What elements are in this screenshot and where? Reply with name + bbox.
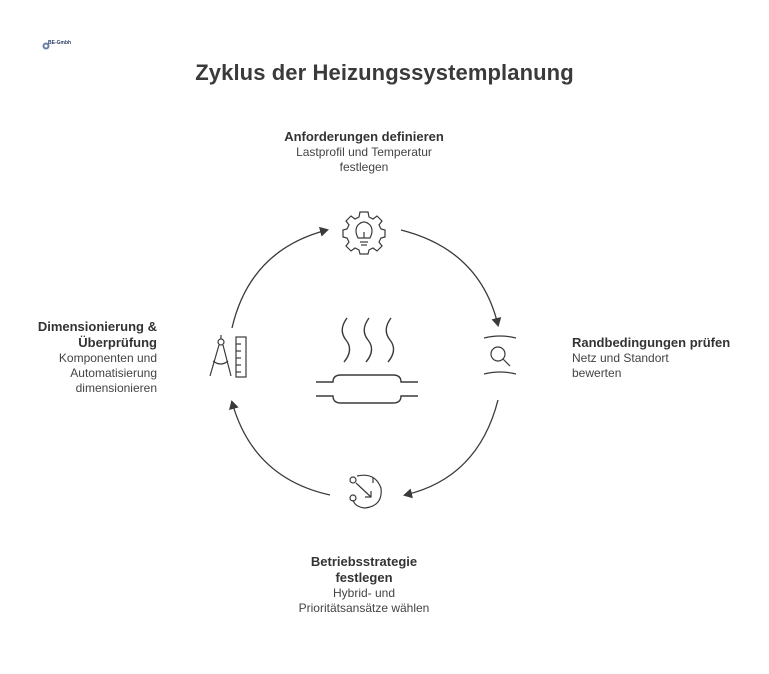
cycle-arrow-bottom-right xyxy=(405,400,498,495)
step-desc-line: dimensionieren xyxy=(75,381,157,395)
cycle-arrow-top-right xyxy=(401,230,498,325)
step-desc-line: Prioritätsansätze wählen xyxy=(298,601,430,615)
step-desc-line: Automatisierung xyxy=(70,366,157,380)
heating-radiator-icon xyxy=(316,318,418,403)
step-desc-line: bewerten xyxy=(572,366,622,380)
step-title-line: Überprüfung xyxy=(78,335,157,350)
gear-lightbulb-icon xyxy=(343,212,385,254)
step-title-line: Betriebsstrategie xyxy=(310,554,418,569)
magnifier-icon xyxy=(484,336,516,374)
step-desc-line: festlegen xyxy=(339,160,389,174)
step-desc-line: Lastprofil und Temperatur xyxy=(296,145,432,159)
step-title: Randbedingungen prüfen xyxy=(572,335,731,350)
cycle-arrow-top-left xyxy=(232,230,327,328)
step-title-line: Dimensionierung & xyxy=(37,319,157,334)
step-desc-line: Netz und Standort xyxy=(572,351,669,365)
cycle-arrow-bottom-left xyxy=(232,402,330,495)
step-desc-line: Komponenten und xyxy=(58,351,157,365)
step-desc-line: Hybrid- und xyxy=(332,586,396,600)
strategy-arrow-icon xyxy=(350,475,381,508)
step-title: Anforderungen definieren xyxy=(284,129,444,144)
logo-text: BE-Gmbh xyxy=(48,40,72,46)
compass-ruler-icon xyxy=(210,335,246,377)
page-title: Zyklus der Heizungssystemplanung xyxy=(195,60,574,85)
step-title-line: festlegen xyxy=(335,570,393,585)
